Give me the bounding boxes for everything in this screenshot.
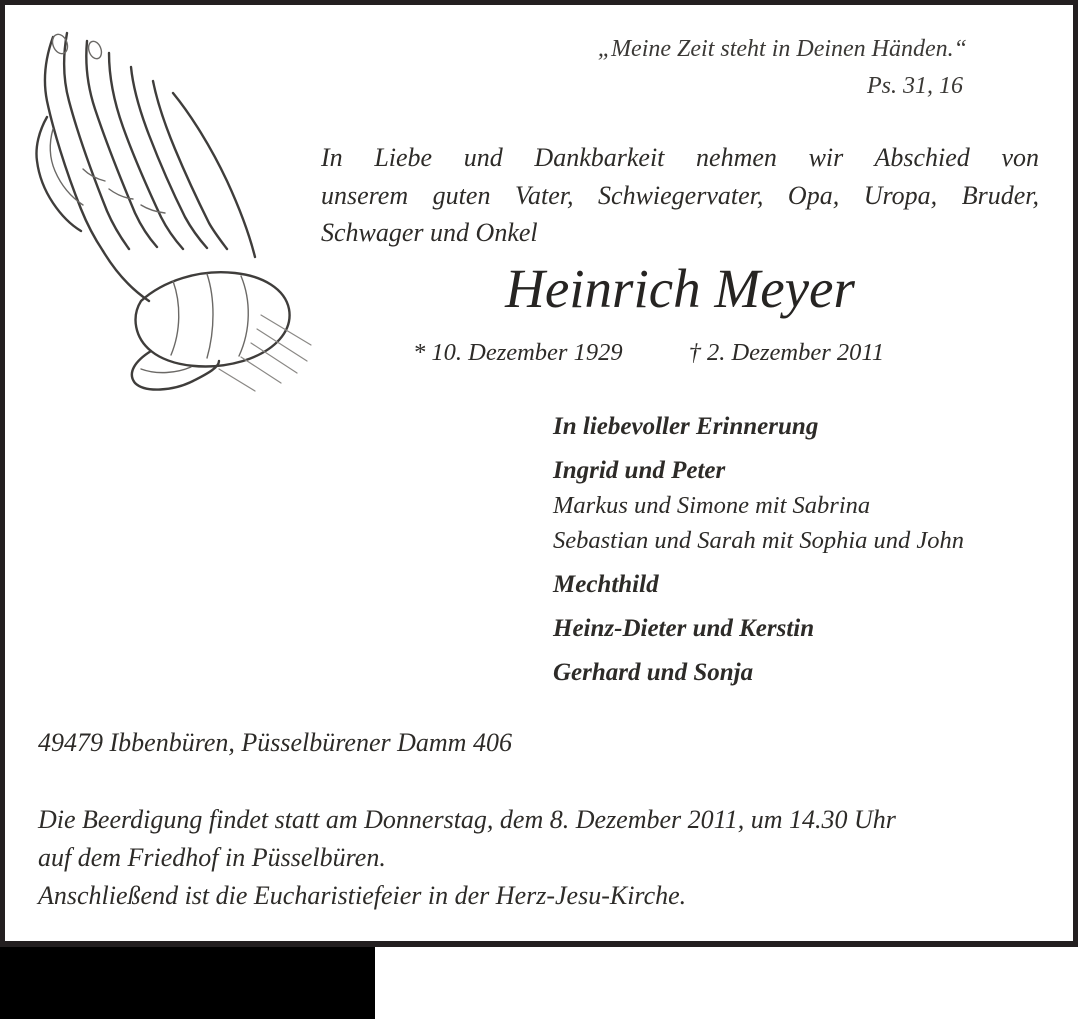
funeral-info	[38, 801, 1048, 877]
bible-quote	[543, 31, 967, 105]
intro-paragraph	[321, 139, 1039, 252]
remembrance-heading: In liebevoller Erinnerung	[553, 413, 819, 440]
funeral-info-line: Die Beerdigung findet statt am Donnerstag, dem 8. Dezember 2011, um 14.30 Uhr	[38, 805, 896, 834]
praying-hands-image	[23, 17, 323, 395]
address-line: 49479 Ibbenbüren, Püsselbürener Damm 406	[38, 728, 512, 757]
mourner-line: Markus und Simone mit Sabrina	[553, 492, 871, 519]
mourners-list	[553, 409, 964, 690]
mourner-line: Mechthild	[553, 571, 659, 598]
deceased-name: Heinrich Meyer	[505, 258, 855, 319]
mourner-line: Gerhard und Sonja	[553, 659, 754, 686]
quote-text: „Meine Zeit steht in Deinen Händen.“	[597, 36, 967, 62]
service-info-line: Anschließend ist die Eucharistiefeier in der Herz-Jesu-Kirche.	[38, 881, 687, 910]
mourner-line: Ingrid und Peter	[553, 457, 726, 484]
intro-line: Schwager und Onkel	[321, 218, 538, 247]
mourner-line: Sebastian und Sarah mit Sophia und John	[553, 527, 965, 554]
death-date: † 2. Dezember 2011	[688, 339, 885, 366]
intro-line: unserem guten Vater, Schwiegervater, Opa, Uropa, Bruder,	[321, 180, 1039, 210]
mourner-line: Heinz-Dieter und Kerstin	[553, 615, 815, 642]
birth-date: * 10. Dezember 1929	[413, 339, 623, 366]
life-dates	[321, 338, 1039, 368]
adjacent-notice-fragment	[0, 947, 375, 1019]
quote-source: Ps. 31, 16	[867, 73, 963, 99]
funeral-info-line: auf dem Friedhof in Püsselbüren.	[38, 843, 386, 872]
intro-line: In Liebe und Dankbarkeit nehmen wir Abschied von	[321, 143, 1039, 172]
